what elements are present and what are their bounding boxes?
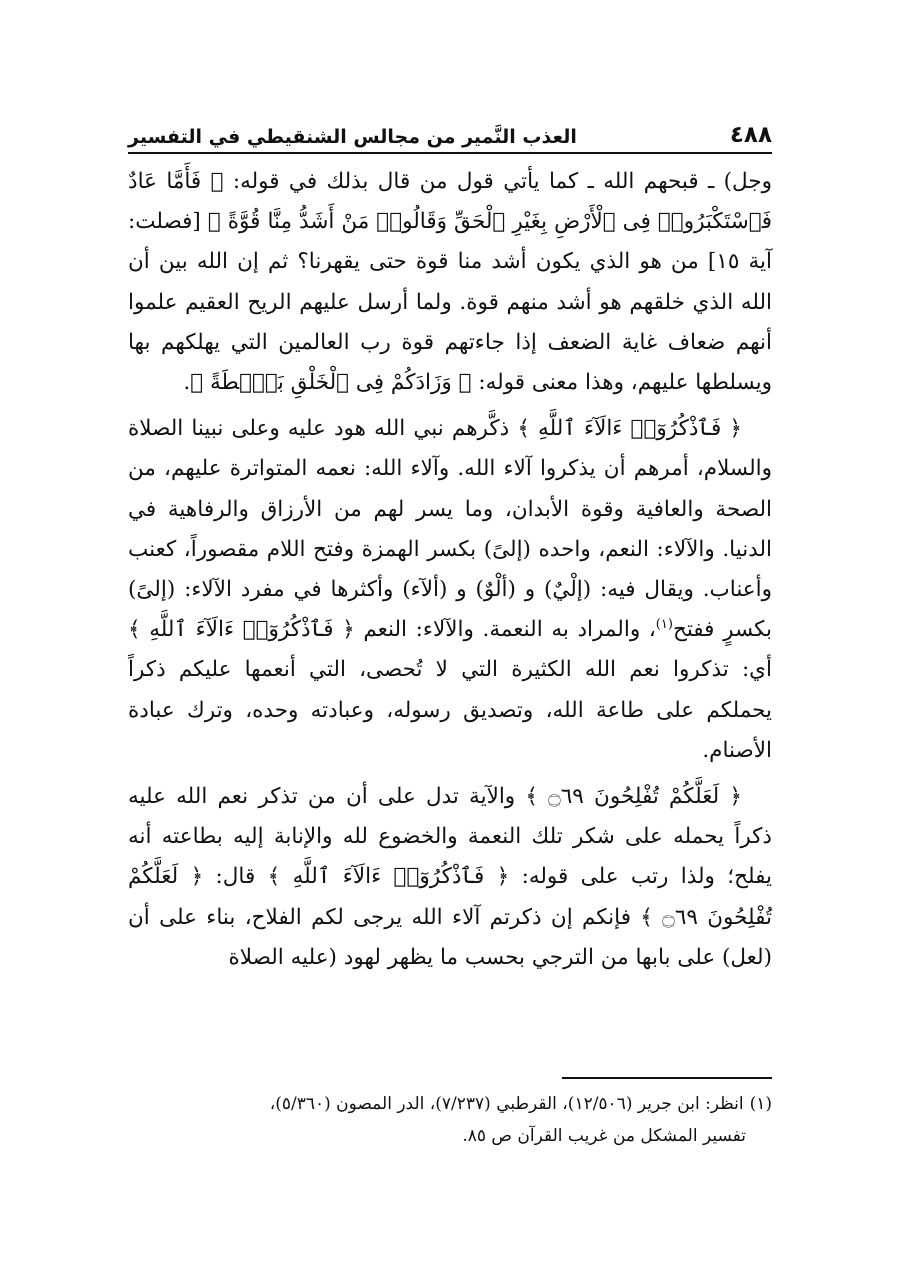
- footnote-number: (١): [749, 1094, 772, 1114]
- footnotes: [128, 1088, 772, 1152]
- paragraph-1-text: وجل) ـ قبحهم الله ـ كما يأتي قول من قال بذلك في قوله: ﴿ فَأَمَّا عَادٌ فَٱسْتَكْبَرُوا۟ فِى ٱلْأَرْضِ بِغَيْرِ ٱلْحَقِّ وَقَالُوا۟ مَنْ أَشَدُّ مِنَّا قُوَّةً ﴾ [فصلت: آية ١٥] من هو الذي يكون أشد منا قوة حتى يقهرنا؟ ثم إن الله بين أن الله الذي خلقهم هو أشد منهم قوة. ولما أرسل عليهم الريح العقيم علموا أنهم ضعاف غاية الضعف إذا جاءتهم قوة رب العالمين التي يهلكهم بها ويسلطها عليهم، وهذا معنى قوله: ﴿ وَزَادَكُمْ فِى ٱلْخَلْقِ بَصْۜطَةً ﴾.: [128, 169, 772, 396]
- page-number: ٤٨٨: [729, 122, 772, 148]
- footnote-item: [128, 1088, 772, 1120]
- footnote-line-2: تفسير المشكل من غريب القرآن ص ٨٥.: [462, 1126, 746, 1146]
- paragraph-3: [128, 777, 772, 978]
- footnote-reference[interactable]: (١): [655, 617, 673, 633]
- page-header: [128, 108, 772, 148]
- running-title: العذب النَّمير من مجالس الشنقيطي في التفسير: [128, 126, 577, 148]
- main-text: [128, 162, 772, 984]
- paragraph-2: [128, 409, 772, 771]
- paragraph-1: [128, 162, 772, 403]
- header-divider: [128, 152, 772, 154]
- footnote-line-1: انظر: ابن جرير (١٢/٥٠٦)، القرطبي (٧/٢٣٧)، الدر المصون (٥/٣٦٠)،: [269, 1094, 744, 1114]
- footnote-divider: [562, 1077, 772, 1079]
- paragraph-2-text-after: ، والمراد به النعمة. والآلاء: النعم ﴿ فَٱذْكُرُوٓا۟ ءَالَآءَ ٱللَّهِ ﴾ أي: تذكروا نعم الله الكثيرة التي لا تُحصى، التي أنعمها عليكم ذكراً يحملكم على طاعة الله، وتصديق رسوله، وعبادته وحده، وترك عبادة الأصنام.: [128, 617, 772, 763]
- footnote-continuation: [128, 1120, 772, 1152]
- paragraph-3-text: ﴿ لَعَلَّكُمْ تُفْلِحُونَ ۝٦٩ ﴾ والآية تدل على أن من تذكر نعم الله عليه ذكراً يحمله على شكر تلك النعمة والخضوع لله والإنابة إليه بطاعته أنه يفلح؛ ولذا رتب على قوله: ﴿ فَٱذْكُرُوٓا۟ ءَالَآءَ ٱللَّهِ ﴾ قال: ﴿ لَعَلَّكُمْ تُفْلِحُونَ ۝٦٩ ﴾ فإنكم إن ذكرتم آلاء الله يرجى لكم الفلاح، بناء على أن (لعل) على بابها من الترجي بحسب ما يظهر لهود (عليه الصلاة: [128, 784, 772, 970]
- paragraph-2-text: ﴿ فَٱذْكُرُوٓا۟ ءَالَآءَ ٱللَّهِ ﴾ ذكَّرهم نبي الله هود عليه وعلى نبينا الصلاة والسلام، أمرهم أن يذكروا آلاء الله. وآلاء الله: نعمه المتواترة عليهم، من الصحة والعافية وقوة الأبدان، وما يسر لهم من الأرزاق والرفاهية في الدنيا. والآلاء: النعم، واحده (إلىً) بكسر الهمزة وفتح اللام مقصوراً، كعنب وأعناب. ويقال فيه: (إلْيٌ) و (ألْوٌ) و (ألآء) وأكثرها في مفرد الآلاء: (إلىً) بكسرٍ ففتح: [128, 416, 772, 643]
